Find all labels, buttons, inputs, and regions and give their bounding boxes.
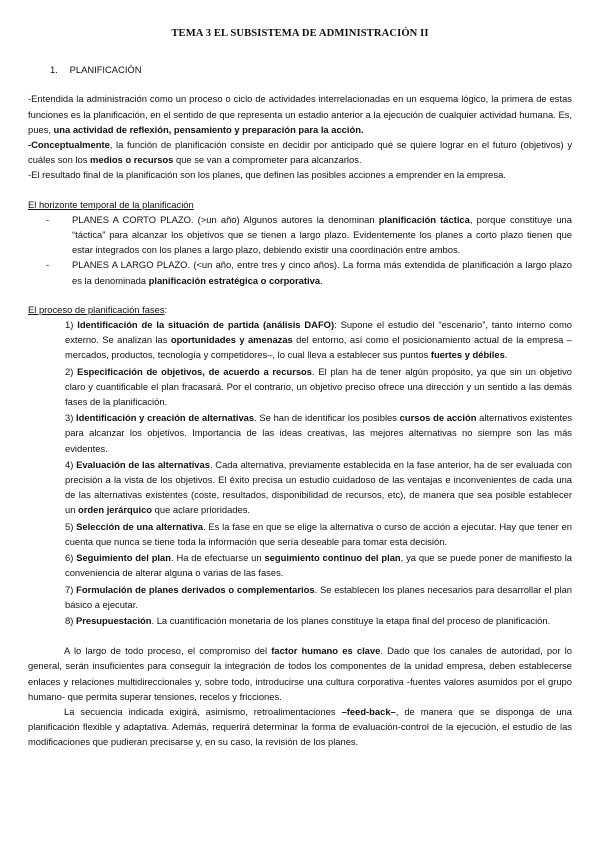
section-heading: [50, 62, 572, 77]
phase-item-7: [65, 582, 572, 612]
phase-bold: Evaluación de las alternativas: [76, 458, 210, 470]
phase-item-4: [65, 457, 572, 518]
phase-text: , ya que se puede poner de manifiesto la conveniencia de alterar alguna o varias de las fases.: [65, 552, 573, 579]
phase-bold: Seguimiento del plan: [76, 552, 171, 564]
process-heading-colon: :: [164, 303, 168, 315]
phase-item-6: [65, 550, 572, 580]
list-text: PLANES A CORTO PLAZO. (>un año) Algunos autores la denominan: [72, 213, 379, 225]
phase-bold: orden jerárquico: [78, 504, 153, 516]
intro-paragraph-2: [28, 137, 572, 167]
document-title: TEMA 3 EL SUBSISTEMA DE ADMINISTRACIÓN II: [171, 28, 429, 39]
closing-bold: –feed-back–: [341, 705, 396, 717]
closing-text: La secuencia indicada exigirá, asimismo, retroalimentaciones: [64, 705, 342, 717]
section-number: 1.: [50, 64, 58, 76]
phase-number: 1): [65, 319, 78, 331]
phase-text: . Cada alternativa, previamente establecida en la fase anterior, ha de ser evaluada con precisión a la vista de los objetivos. El éxito precisa un estudio cuidadoso de las ventajas e inconvenientes de cada una de las alternativas existentes (coste, resultados, disponibilidad de recursos, etc), de manera que sea posible establecer un: [65, 458, 572, 516]
phase-number: 7): [65, 583, 77, 595]
section-label: PLANIFICACIÓN: [69, 64, 142, 76]
phase-text: . El plan ha de tener algún propósito, ya que sin un objetivo claro y cuantificable el plan fracasará. Por el contrario, un objetivo preciso ofrece una dirección y un sentido a las demás fases de la planificación.: [65, 365, 572, 408]
intro-bold: medios o recursos: [90, 154, 174, 166]
intro-text: que se van a comprometer para alcanzarlos.: [173, 154, 362, 166]
horizon-list: [28, 212, 572, 288]
phase-item-2: [65, 364, 572, 410]
list-item-long-term: [72, 257, 572, 287]
phase-text: .: [504, 349, 508, 361]
phase-bold: cursos de acción: [399, 412, 477, 424]
phase-number: 4): [65, 458, 77, 470]
process-heading-text: El proceso de planificación fases: [28, 303, 165, 315]
phase-item-8: [65, 613, 572, 628]
phase-number: 2): [65, 365, 78, 377]
intro-paragraph-3: -El resultado final de la planificación son los planes, que definen las posibles acciones a emprender en la empresa.: [28, 169, 506, 181]
closing-text: A lo largo de todo proceso, el compromiso del: [64, 645, 272, 657]
list-text: , porque constituye una “táctica” para alcanzar los objetivos que se tienen a largo plazo. Evidentemente los planes a corto plazo tienen que estar integrados con los planes a largo plazo, debiendo existir una coordinación entre ambos.: [72, 213, 572, 256]
phase-bold: oportunidades y amenazas: [170, 334, 293, 346]
phase-bold: Especificación de objetivos, de acuerdo a recursos: [77, 365, 312, 377]
phase-bold: Selección de una alternativa: [76, 520, 203, 532]
phase-number: 8): [65, 614, 76, 626]
intro-text: -Entendida la administración como un proceso o ciclo de actividades interrelacionadas en un esquema lógico, la primera de estas funciones es la planificación, en el sentido de que representa un estadio anterior a la ejecución de cualquier actividad humana. Es, pues,: [28, 93, 572, 135]
phase-bold: fuertes y débiles: [430, 349, 505, 361]
intro-text: , la función de planificación consiste en decidir por anticipado qué se quiere lograr en el futuro (objetivos) y cuáles son los: [28, 139, 572, 166]
phase-number: 3): [65, 412, 77, 424]
phase-bold: Identificación de la situación de partida (análisis DAFO): [77, 319, 335, 331]
closing-text: . Dado que los canales de autoridad, por lo general, serán insuficientes para conseguir la integración de todos los componentes de la unidad empresa, deben establecerse enlaces y relaciones multidireccionales y, sobre todo, introducirse una cultura corporativa -fuentes valores asumidos por el grupo humano- que permita superar tensiones, recelos y fricciones.: [28, 645, 572, 702]
intro-bold: una actividad de reflexión, pensamiento y preparación para la acción.: [53, 123, 364, 135]
phase-item-5: [65, 519, 572, 549]
phase-text: . Ha de efectuarse un: [170, 552, 265, 564]
horizon-heading: El horizonte temporal de la planificación: [28, 198, 194, 210]
phase-text: : Supone el estudio del “escenario”, tanto interno como externo. Se analizan las: [65, 319, 572, 346]
phase-text: que aclare prioridades.: [152, 504, 251, 516]
closing-bold: factor humano es clave: [271, 645, 381, 657]
list-bold: planificación táctica: [378, 213, 470, 225]
intro-bold: -Conceptualmente: [28, 139, 110, 151]
process-heading: [28, 302, 572, 317]
phase-text: . Se establecen los planes necesarios para desarrollar el plan básico a ejecutar.: [65, 583, 572, 610]
phase-text: . Se han de identificar los posibles: [254, 412, 400, 424]
phase-bold: Identificación y creación de alternativas: [76, 412, 255, 424]
phase-item-1: [65, 317, 572, 363]
phase-text: alternativos existentes para alcanzar los objetivos. Importancia de las ideas creativas, las mejores alternativas no siempre son las más evidentes.: [65, 412, 573, 454]
phase-number: 6): [65, 552, 77, 564]
list-text: PLANES A LARGO PLAZO. (<un año, entre tres y cinco años). La forma más extendida de planificación a largo plazo es la denominada: [72, 259, 572, 286]
list-item-short-term: [72, 212, 572, 258]
phase-text: del entorno, así como el posicionamiento actual de la empresa –mercados, productos, tecnología y competidores–, lo cual lleva a establecer sus puntos: [65, 334, 572, 361]
intro-paragraph-1: [28, 91, 572, 137]
phase-number: 5): [65, 520, 77, 532]
phase-item-3: [65, 410, 572, 456]
closing-paragraph-1: [28, 643, 572, 704]
phase-text: . La cuantificación monetaria de los planes constituye la etapa final del proceso de planificación.: [151, 614, 551, 626]
closing-text: , de manera que se disponga de una planificación flexible y adaptativa. Además, requerirá determinar la forma de evaluación-control de la ejecución, el estudio de las modificaciones que pudieran precisarse y, en su caso, la revisión de los planes.: [28, 705, 572, 748]
closing-paragraph-2: [28, 704, 572, 750]
phase-bold: Presupuestación: [75, 614, 152, 626]
phase-bold: Formulación de planes derivados o complementarios: [76, 583, 315, 595]
list-text: .: [320, 274, 323, 286]
intro-block: [28, 91, 572, 182]
phase-text: . Es la fase en que se elige la alternativa o curso de acción a ejecutar. Hay que tener en cuenta que nunca se tiene toda la información que sería deseable para tomar esta decisión.: [65, 520, 572, 547]
phase-list: [28, 317, 572, 628]
list-bold: planificación estratégica o corporativa: [148, 274, 321, 286]
phase-bold: seguimiento continuo del plan: [264, 552, 401, 564]
